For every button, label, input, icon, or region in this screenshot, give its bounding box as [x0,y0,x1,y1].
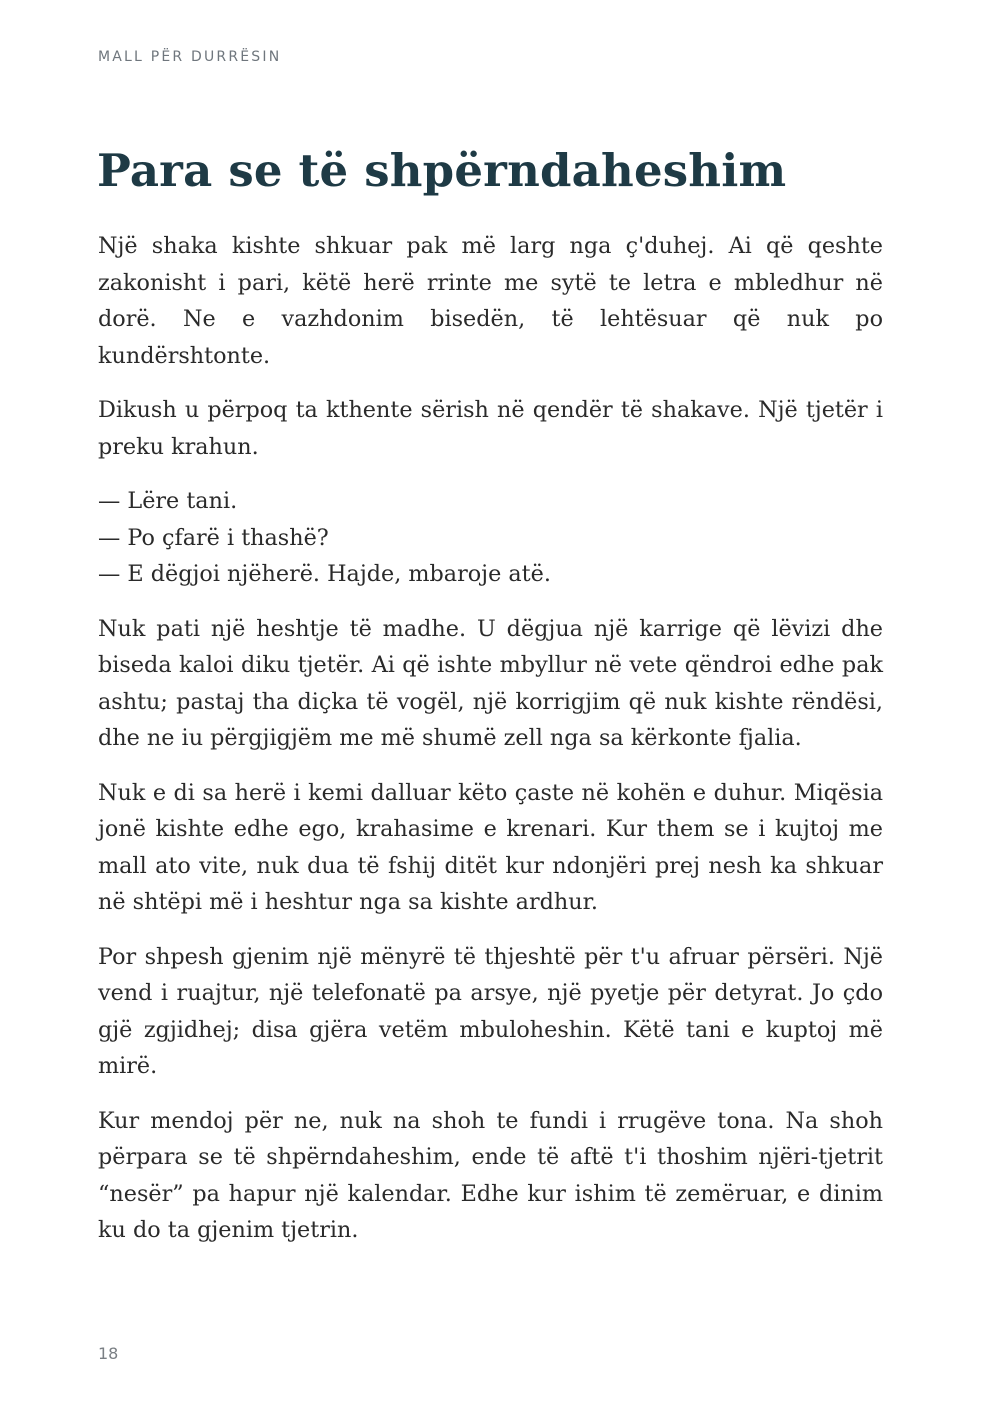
dialogue-block [98,483,883,593]
paragraph: Por shpesh gjenim një mënyrë të thjeshtë për t'u afruar përsëri. Një vend i ruajtur, një telefonatë pa arsye, një pyetje për detyrat. Jo çdo gjë zgjidhej; disa gjëra vetëm mbuloheshin. Këtë tani e kuptoj më mirë. [98,943,883,1079]
chapter-title: Para se të shpërndaheshim [97,144,787,197]
dialogue-line: — E dëgjoi njëherë. Hajde, mbaroje atë. [98,561,551,587]
page-number: 18 [98,1344,119,1363]
dialogue-line: — Lëre tani. [98,488,238,514]
paragraph: Nuk pati një heshtje të madhe. U dëgjua një karrige që lëvizi dhe biseda kaloi diku tjetër. Ai që ishte mbyllur në vete qëndroi edhe pak ashtu; pastaj tha diçka të vogël, një korrigjim që nuk kishte rëndësi, dhe ne iu përgjigjëm me më shumë zell nga sa kërkonte fjalia. [98,615,883,751]
running-head: MALL PËR DURRËSIN [98,49,282,65]
paragraph: Nuk e di sa herë i kemi dalluar këto çaste në kohën e duhur. Miqësia jonë kishte edhe ego, krahasime e krenari. Kur them se i kujtoj me mall ato vite, nuk dua të fshij ditët kur ndonjëri prej nesh ka shkuar në shtëpi më i heshtur nga sa kishte ardhur. [98,779,883,915]
paragraph: Dikush u përpoq ta kthente sërish në qendër të shakave. Një tjetër i preku krahun. [98,397,883,460]
paragraph: Kur mendoj për ne, nuk na shoh te fundi i rrugëve tona. Na shoh përpara se të shpërndaheshim, ende të aftë t'i thoshim njëri-tjetrit “nesër” pa hapur një kalendar. Edhe kur ishim të zemëruar, e dinim ku do ta gjenim tjetrin. [98,1107,883,1243]
paragraph: Një shaka kishte shkuar pak më larg nga ç'duhej. Ai që qeshte zakonisht i pari, këtë herë rrinte me sytë te letra e mbledhur në dorë. Ne e vazhdonim bisedën, të lehtësuar që nuk po kundërshtonte. [98,233,883,369]
dialogue-line: — Po çfarë i thashë? [98,524,329,551]
body-text [98,228,883,1267]
